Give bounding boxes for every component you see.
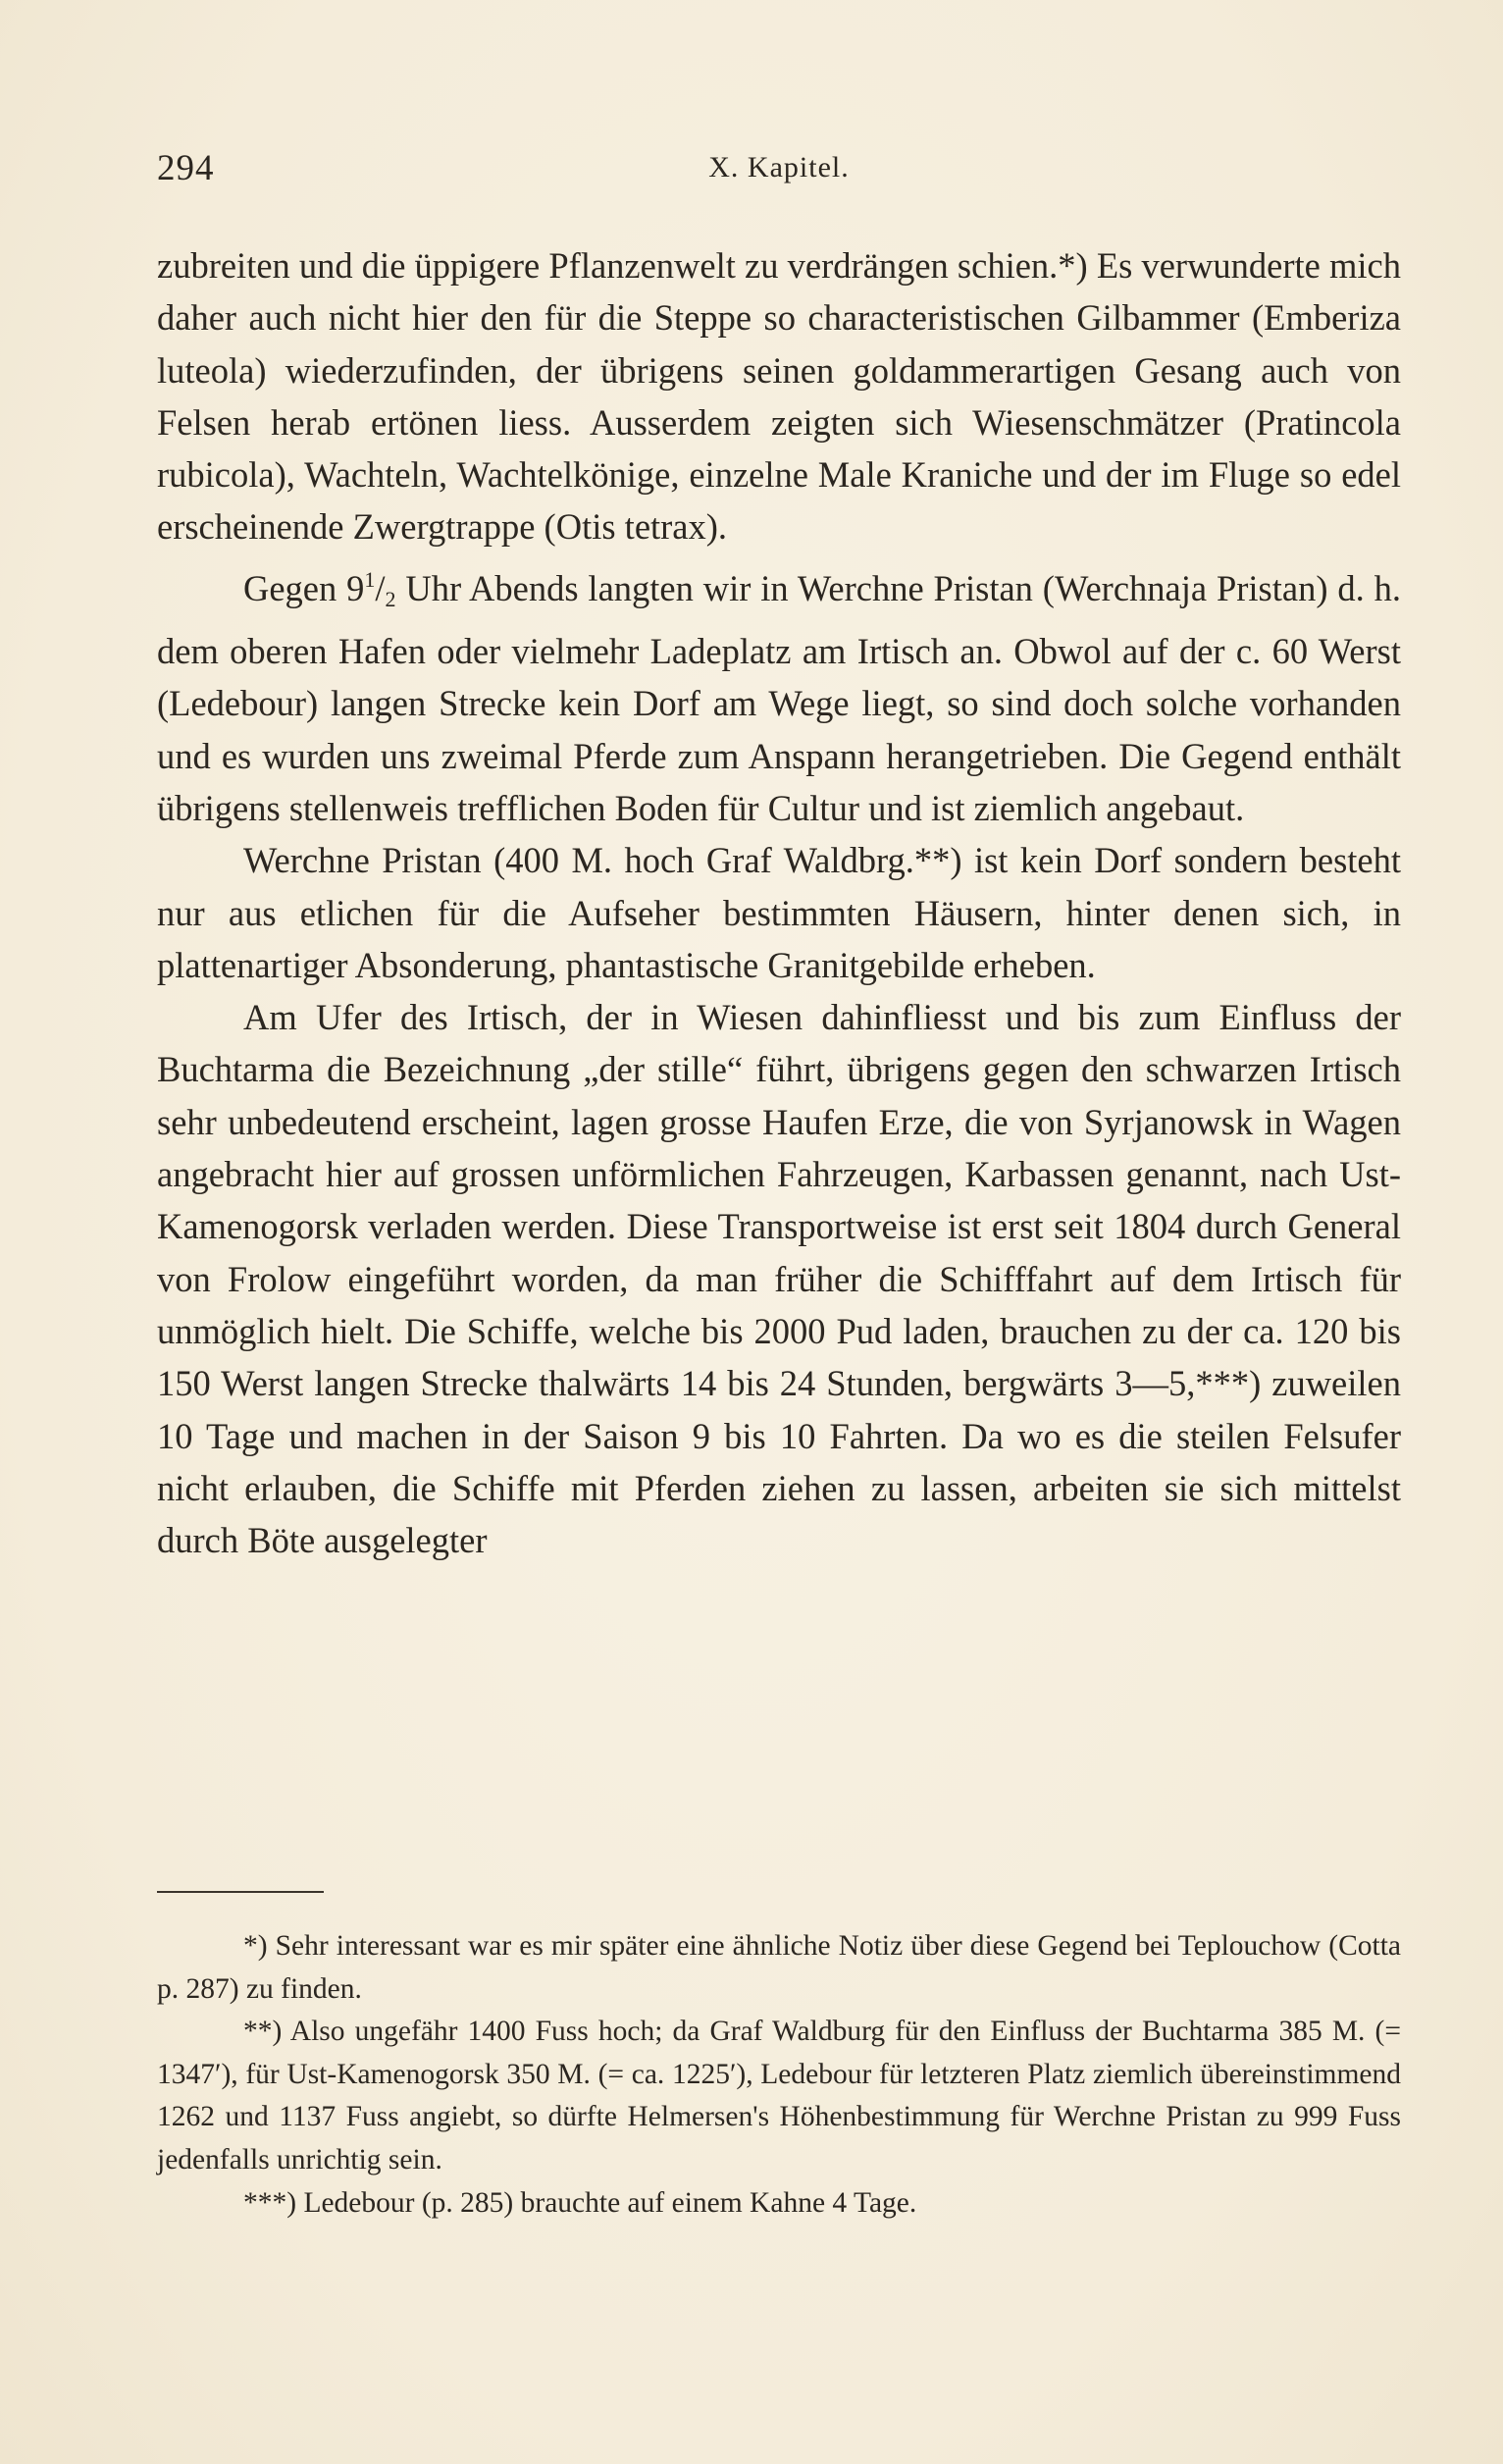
body-text bbox=[157, 239, 1401, 1566]
paragraph-2-start: Gegen 9 bbox=[243, 567, 365, 608]
footnote-divider bbox=[157, 1891, 324, 1893]
paragraph-1: zubreiten und die üppigere Pflanzenwelt zu verdrängen schien.*) Es verwunderte mich daher auch nicht hier den für die Steppe so characteristischen Gilbammer (Emberiza luteola) wiederzufinden, der übrigens seinen goldammerartigen Gesang auch von Felsen herab ertönen liess. Ausserdem zeigten sich Wiesenschmätzer (Pratincola rubicola), Wachteln, Wachtelkönige, einzelne Male Kraniche und der im Fluge so edel erscheinende Zwergtrappe (Otis tetrax). bbox=[157, 245, 1401, 548]
page-header bbox=[157, 147, 1401, 196]
footnote-2: **) Also ungefähr 1400 Fuss hoch; da Graf Waldburg für den Einfluss der Buchtarma 385 M. (= 1347′), für Ust-Kamenogorsk 350 M. (= ca. 1225′), Ledebour für letzteren Platz ziemlich übereinstimmend 1262 und 1137 Fuss angiebt, so dürfte Helmersen's Höhenbestimmung für Werchne Pristan zu 999 Fuss jedenfalls unrichtig sein. bbox=[157, 2016, 1401, 2176]
fraction-denominator: 2 bbox=[385, 586, 396, 611]
paragraph-2: Gegen $9^1/_2$ Uhr Abends langten wir in Werchne Pristan (Werchnaja Pristan) d. h. dem oberen Hafen oder vielmehr Ladeplatz am Irtisch an. Obwol auf der c. 60 Werst (Ledebour) langen Strecke kein Dorf am Wege liegt, so sind doch solche vorhanden und es wurden uns zweimal Pferde zum Anspann herangetrieben. Die Gegend enthält übrigens stellenweis trefflichen Boden für Cultur und ist ziemlich angebaut. bbox=[157, 566, 1401, 828]
paragraph-4: Am Ufer des Irtisch, der in Wiesen dahinfliesst und bis zum Einfluss der Buchtarma die Bezeichnung „der stille“ führt, übrigens gegen den schwarzen Irtisch sehr unbedeutend erscheint, lagen grosse Haufen Erze, die von Syrjanowsk in Wagen angebracht hier auf grossen unförmlichen Fahrzeugen, Karbassen genannt, nach Ust-Kamenogorsk verladen werden. Diese Transportweise ist erst seit 1804 durch General von Frolow eingeführt worden, da man früher die Schifffahrt auf dem Irtisch für unmöglich hielt. Die Schiffe, welche bis 2000 Pud laden, brauchen zu der ca. 120 bis 150 Werst langen Strecke thalwärts 14 bis 24 Stunden, bergwärts 3—5,***) zuweilen 10 Tage und machen in der Saison 9 bis 10 Fahrten. Da wo es die steilen Felsufer nicht erlauben, die Schiffe mit Pferden ziehen zu lassen, arbeiten sie sich mittelst durch Böte ausgelegter bbox=[157, 997, 1401, 1561]
footnotes bbox=[157, 1925, 1401, 2225]
running-head: X. Kapitel. bbox=[708, 151, 850, 183]
footnote-1: *) Sehr interessant war es mir später eine ähnliche Notiz über diese Gegend bei Teplouchow (Cotta p. 287) zu finden. bbox=[157, 1930, 1401, 2005]
fraction-numerator: 1 bbox=[364, 566, 376, 592]
page-number: 294 bbox=[157, 148, 215, 188]
paragraph-3: Werchne Pristan (400 M. hoch Graf Waldbrg.**) ist kein Dorf sondern besteht nur aus etlichen für die Aufseher bestimmten Häusern, hinter denen sich, in plattenartiger Absonderung, phantastische Granitgebilde erheben. bbox=[157, 840, 1401, 985]
paragraph-2-rest: Uhr Abends langten wir in Werchne Pristan (Werchnaja Pristan) d. h. dem oberen Hafen oder vielmehr Ladeplatz am Irtisch an. Obwol auf der c. 60 Werst (Ledebour) langen Strecke kein Dorf am Wege liegt, so sind doch solche vorhanden und es wurden uns zweimal Pferde zum Anspann herangetrieben. Die Gegend enthält übrigens stellenweis trefflichen Boden für Cultur und ist ziemlich angebaut. bbox=[157, 567, 1401, 828]
footnote-3: ***) Ledebour (p. 285) brauchte auf einem Kahne 4 Tage. bbox=[243, 2186, 917, 2219]
